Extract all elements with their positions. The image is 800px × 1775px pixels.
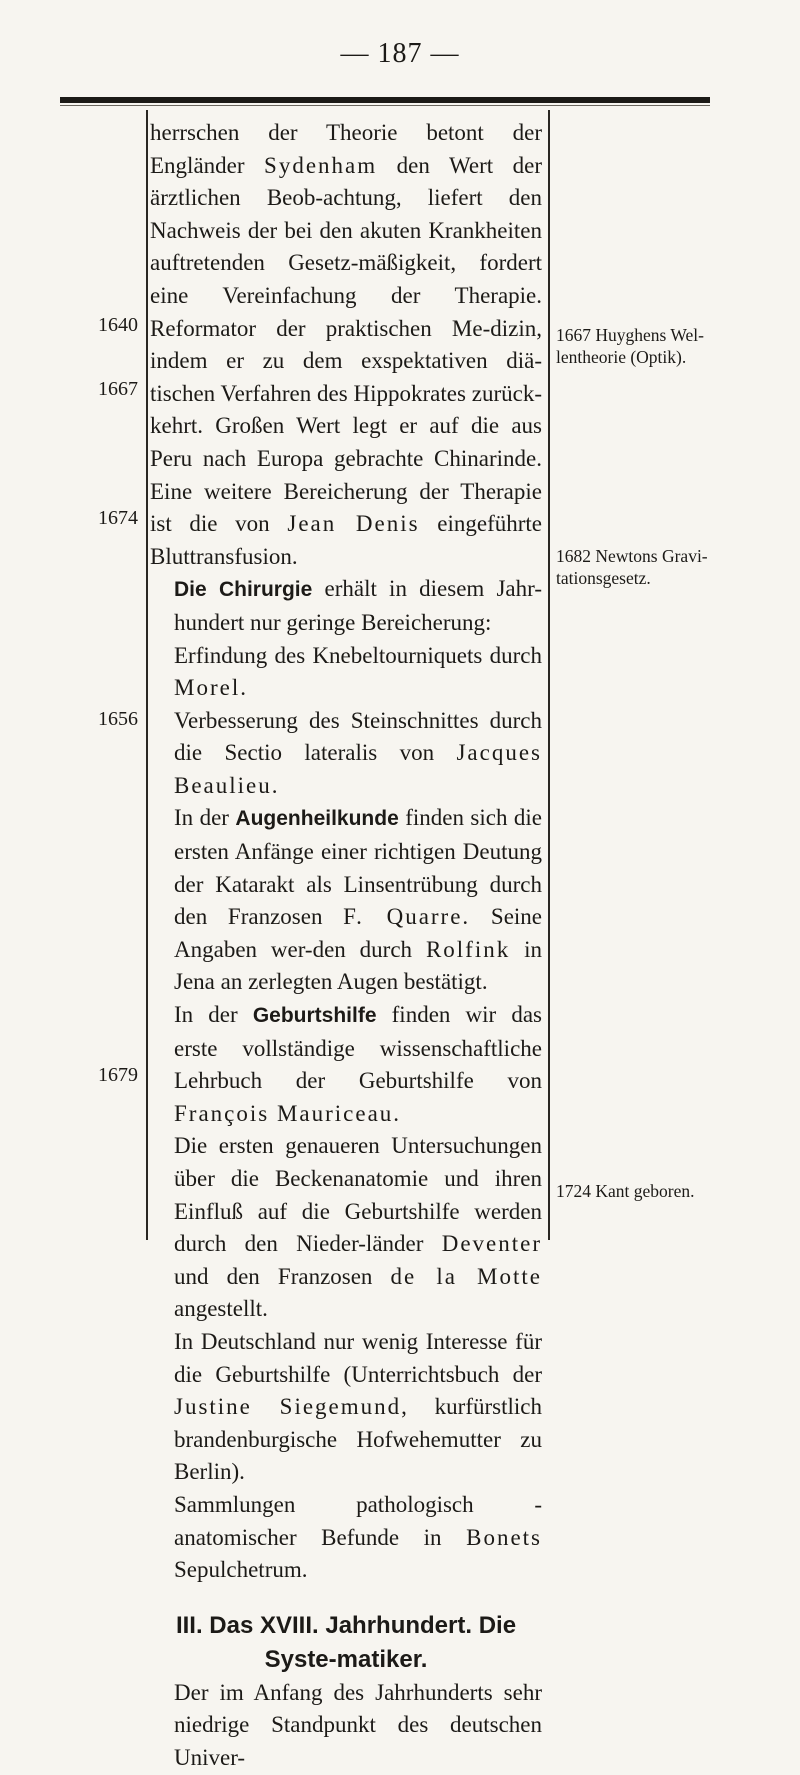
top-rule — [60, 97, 710, 103]
top-rule-thin — [60, 105, 710, 106]
section-heading: III. Das XVIII. Jahrhundert. Die Syste-matiker. — [175, 1611, 517, 1673]
paragraph-geburtshilfe: In der Geburtshilfe finden wir das erste vollständige wissenschaftliche Lehrbuch der Geburtshilfe von François Mauriceau. — [174, 1002, 542, 1126]
year-1656: 1656 — [98, 708, 138, 730]
page-number: — 187 — — [340, 38, 460, 69]
side-note-kant: 1724 Kant geboren. — [556, 1181, 695, 1201]
paragraph-knebeltourniquet: Erfindung des Knebeltourniquets durch Morel. — [174, 642, 542, 701]
paragraph-chirurgie: Die Chirurgie erhält in diesem Jahr-hundert nur geringe Bereicherung: — [174, 576, 542, 635]
paragraph-steinschnitt: Verbesserung des Steinschnittes durch die Sectio lateralis von Jacques Beaulieu. — [174, 707, 542, 798]
paragraph-sydenham: herrschen der Theorie betont der Engländer Sydenham den Wert der ärztlichen Beob-achtung, liefert den Nachweis der bei den akuten Krankheiten auftretenden Gesetz-mäßigkeit, fordert eine Vereinfachung der Therapie. Reformator der praktischen Me-dizin, indem er zu dem exspektativen diä-tischen Verfahren des Hippokrates zurück-kehrt. Großen Wert legt er auf die aus Peru nach Europa gebrachte Chinarinde. Eine weitere Bereicherung der Therapie ist die von Jean Denis eingeführte Bluttransfusion. — [150, 120, 542, 569]
main-text-column — [150, 117, 542, 1775]
year-1674: 1674 — [98, 507, 138, 529]
year-1667: 1667 — [98, 378, 138, 400]
right-column-divider — [548, 110, 550, 1240]
side-note-newton: 1682 Newtons Gravi-tationsgesetz. — [556, 546, 708, 588]
paragraph-universitaet: Der im Anfang des Jahrhunderts sehr niedrige Standpunkt des deutschen Univer- — [174, 1679, 542, 1770]
paragraph-deutschland: In Deutschland nur wenig Interesse für die Geburtshilfe (Unterrichtsbuch der Justine Siegemund, kurfürstlich brandenburgische Hofwehemutter zu Berlin). — [174, 1328, 542, 1485]
year-1640: 1640 — [98, 314, 138, 336]
year-1679: 1679 — [98, 1064, 138, 1086]
paragraph-augenheilkunde: In der Augenheilkunde finden sich die ersten Anfänge einer richtigen Deutung der Katarakt als Linsentrübung durch den Franzosen F. Quarre. Seine Angaben wer-den durch Rolfink in Jena an zerlegten Augen bestätigt. — [174, 805, 543, 995]
paragraph-sammlungen: Sammlungen pathologisch - anatomischer Befunde in Bonets Sepulchetrum. — [174, 1491, 542, 1583]
side-note-huyghens: 1667 Huyghens Wel-lentheorie (Optik). — [556, 325, 704, 367]
paragraph-beckenanatomie: Die ersten genaueren Untersuchungen über die Beckenanatomie und ihren Einfluß auf die Geburtshilfe werden durch den Nieder-länder Deventer und den Franzosen de la Motte angestellt. — [174, 1133, 542, 1322]
left-column-divider — [146, 110, 148, 1240]
